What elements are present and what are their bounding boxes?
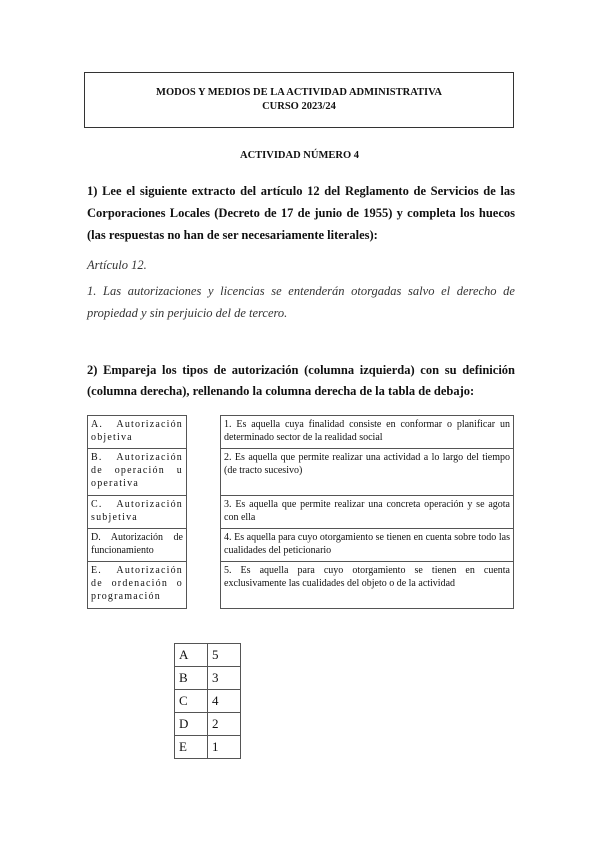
type-cell: D. Autorización de funcionamiento <box>88 529 187 562</box>
answer-letter: C <box>175 690 208 713</box>
answer-letter: A <box>175 644 208 667</box>
type-cell: A. Autorización objetiva <box>88 416 187 449</box>
article-title: Artículo 12. <box>87 258 147 272</box>
article-excerpt <box>87 254 515 324</box>
header-box <box>84 72 514 128</box>
answer-row <box>175 690 241 713</box>
answer-row <box>175 644 241 667</box>
type-cell: E. Autorización de ordenación o programación <box>88 562 187 609</box>
answers-table <box>174 643 241 759</box>
answer-number: 3 <box>208 667 241 690</box>
definitions-table <box>220 415 514 609</box>
types-table <box>87 415 187 609</box>
answer-letter: E <box>175 736 208 759</box>
article-text: 1. Las autorizaciones y licencias se entenderán otorgadas salvo el derecho de propiedad y sin perjuicio del de tercero. <box>87 284 515 320</box>
answer-number: 1 <box>208 736 241 759</box>
answer-row <box>175 713 241 736</box>
definition-cell: 5. Es aquella para cuyo otorgamiento se tienen en cuenta exclusivamente las cualidades del objeto o de la actividad <box>221 562 514 609</box>
definition-cell: 3. Es aquella que permite realizar una concreta operación y se agota con ella <box>221 496 514 529</box>
question-2: 2) Empareja los tipos de autorización (columna izquierda) con su definición (columna derecha), rellenando la columna derecha de la tabla de debajo: <box>87 363 515 398</box>
activity-title: ACTIVIDAD NÚMERO 4 <box>239 150 359 161</box>
answer-letter: B <box>175 667 208 690</box>
type-cell: B. Autorización de operación u operativa <box>88 449 187 496</box>
answer-letter: D <box>175 713 208 736</box>
answer-number: 2 <box>208 713 241 736</box>
type-cell: C. Autorización subjetiva <box>88 496 187 529</box>
answer-number: 5 <box>208 644 241 667</box>
question-1: 1) Lee el siguiente extracto del artículo 12 del Reglamento de Servicios de las Corporaciones Locales (Decreto de 17 de junio de 1955) y completa los huecos (las respuestas no han de ser necesariamente literales): <box>87 184 515 242</box>
definition-cell: 4. Es aquella para cuyo otorgamiento se tienen en cuenta sobre todo las cualidades del peticionario <box>221 529 514 562</box>
definition-cell: 2. Es aquella que permite realizar una actividad a lo largo del tiempo (de tracto sucesivo) <box>221 449 514 496</box>
course-year: CURSO 2023/24 <box>262 101 336 112</box>
answer-row <box>175 736 241 759</box>
answer-row <box>175 667 241 690</box>
answer-number: 4 <box>208 690 241 713</box>
course-title: MODOS Y MEDIOS DE LA ACTIVIDAD ADMINISTRATIVA <box>156 87 442 98</box>
definition-cell: 1. Es aquella cuya finalidad consiste en conformar o planificar un determinado sector de la realidad social <box>221 416 514 449</box>
